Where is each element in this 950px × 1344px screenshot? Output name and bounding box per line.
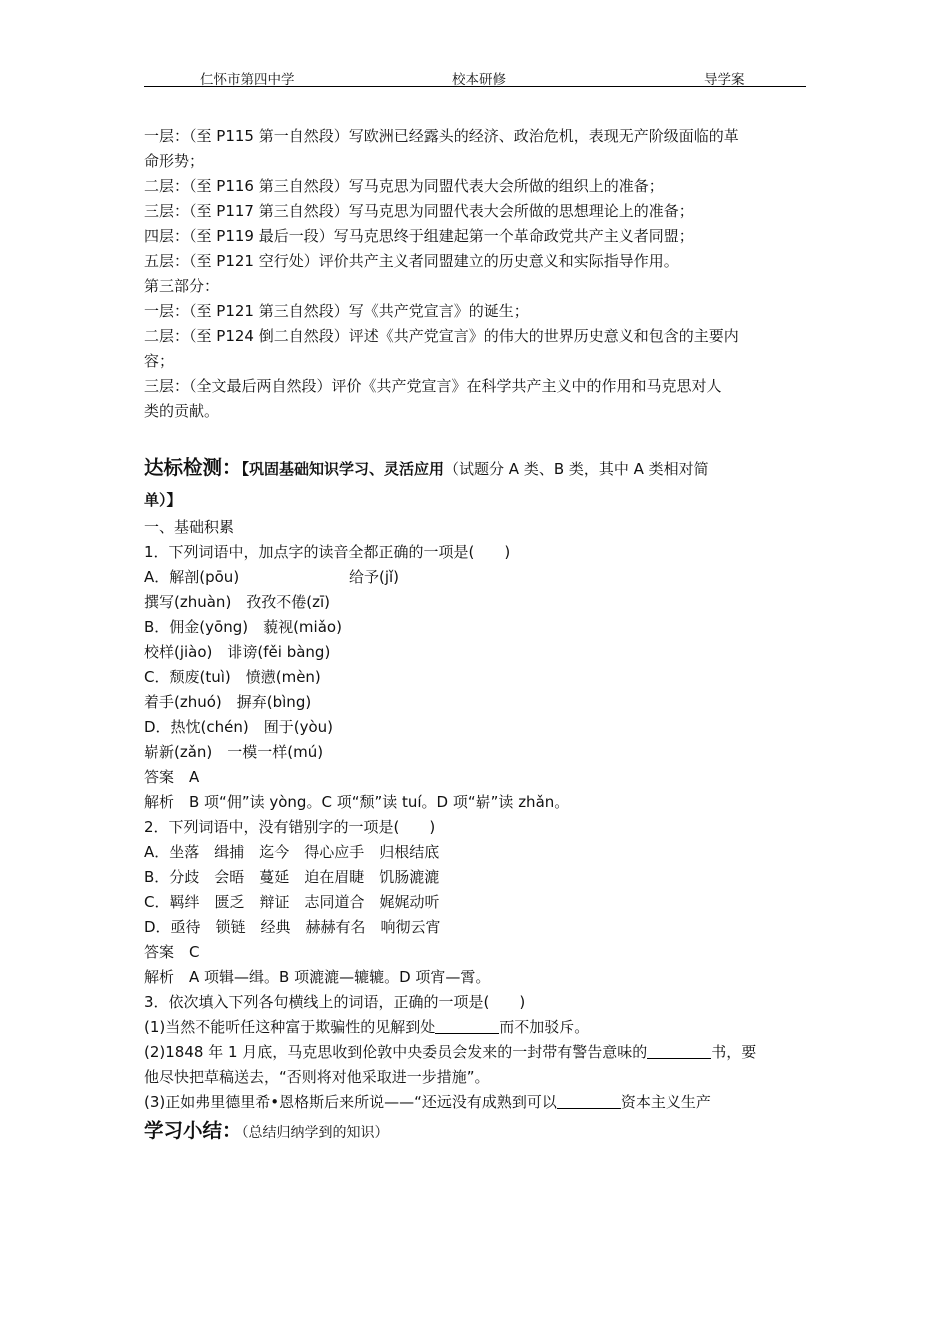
q3-sentence-1: [144, 1015, 808, 1040]
q2-answer: 答案 C: [144, 943, 200, 961]
question-1: 1．下列词语中，加点字的读音全都正确的一项是( ): [144, 543, 511, 561]
part2-layer5: 五层：（至 P121 空行处）评价共产主义者同盟建立的历史意义和实际指导作用。: [144, 252, 679, 270]
part3-layer3: 三层：（全文最后两自然段）评价《共产党宣言》在科学共产主义中的作用和马克思对人: [144, 377, 722, 395]
summary-line: [144, 1115, 808, 1149]
fill-blank: [435, 1018, 499, 1034]
part3-layer1: 一层：（至 P121 第三自然段）写《共产党宣言》的诞生；: [144, 302, 529, 320]
test-note: （试题分 A 类、B 类，其中 A 类相对简: [444, 460, 709, 478]
q1-option-a-line1: [144, 565, 808, 590]
q2-option-d: D．亟待 锁链 经典 赫赫有名 响彻云宵: [144, 918, 441, 936]
q2-explanation: 解析 A 项辑—缉。B 项漉漉—辘辘。D 项宵—霄。: [144, 968, 491, 986]
q1-option-d-line1: D．热忱(chén) 囿于(yòu): [144, 718, 334, 736]
q3-s3-start: (3)正如弗里德里希•恩格斯后来所说——“还远没有成熟到可以: [144, 1093, 557, 1111]
header-category: 校本研修: [452, 72, 506, 88]
question-3: 3．依次填入下列各句横线上的词语，正确的一项是( ): [144, 993, 526, 1011]
summary-heading: 学习小结：: [144, 1119, 242, 1142]
fill-blank: [557, 1093, 621, 1109]
part2-layer1: 一层：（至 P115 第一自然段）写欧洲已经露头的经济、政治危机，表现无产阶级面临的革: [144, 127, 739, 145]
part2-layer4: 四层：（至 P119 最后一段）写马克思终于组建起第一个革命政党共产主义者同盟；: [144, 227, 694, 245]
header-doc-type: 导学案: [704, 72, 745, 88]
question-2: 2．下列词语中，没有错别字的一项是( ): [144, 818, 436, 836]
q1-option-c-line2: 着手(zhuó) 摒弃(bìng): [144, 693, 312, 711]
test-note-end: 单）】: [144, 491, 182, 509]
q3-sentence-3: [144, 1090, 808, 1115]
q2-option-a: A．坐落 缉捕 迄今 得心应手 归根结底: [144, 843, 440, 861]
q3-s3-end: 资本主义生产: [620, 1093, 711, 1111]
page-header: [144, 66, 806, 87]
q3-s1-end: 而不加驳斥。: [499, 1018, 590, 1036]
q1-option-a-part1: A．解剖(pōu): [144, 568, 240, 586]
q3-s1-start: (1)当然不能听任这种富于欺骗性的见解到处: [144, 1018, 436, 1036]
section-basic: 一、基础积累: [144, 518, 235, 536]
q1-option-c-line1: C．颓废(tuì) 愤懑(mèn): [144, 668, 321, 686]
q1-option-d-line2: 崭新(zǎn) 一模一样(mú): [144, 743, 324, 761]
q2-option-b: B．分歧 会晤 蔓延 迫在眉睫 饥肠漉漉: [144, 868, 440, 886]
test-heading-line: [144, 452, 808, 485]
document-body: [144, 124, 808, 1149]
q1-option-b-line1: B．佣金(yōng) 藐视(miǎo): [144, 618, 342, 636]
part2-layer1-cont: 命形势；: [144, 152, 205, 170]
q3-sentence-2: [144, 1040, 808, 1065]
q1-option-a-line2: 撰写(zhuàn) 孜孜不倦(zī): [144, 593, 331, 611]
part3-title: 第三部分：: [144, 277, 220, 295]
q2-option-c: C．羁绊 匮乏 辩证 志同道合 娓娓动听: [144, 893, 440, 911]
part2-layer3: 三层：（至 P117 第三自然段）写马克思为同盟代表大会所做的思想理论上的准备；: [144, 202, 694, 220]
test-bracket: 【巩固基础知识学习、灵活应用: [241, 460, 445, 478]
part2-layer2: 二层：（至 P116 第三自然段）写马克思为同盟代表大会所做的组织上的准备；: [144, 177, 664, 195]
q3-sentence-2-cont: 他尽快把草稿送去，“否则将对他采取进一步措施”。: [144, 1068, 490, 1086]
q1-answer: 答案 A: [144, 768, 200, 786]
fill-blank: [647, 1043, 711, 1059]
q1-explanation: 解析 B 项“佣”读 yòng。C 项“颓”读 tuí。D 项“崭”读 zhǎn。: [144, 793, 570, 811]
summary-note: （总结归纳学到的知识）: [241, 1125, 389, 1141]
q1-option-b-line2: 校样(jiào) 诽谤(fěi bàng): [144, 643, 331, 661]
part3-layer2-cont: 容；: [144, 352, 175, 370]
part3-layer3-cont: 类的贡献。: [144, 402, 220, 420]
q3-s2-end: 书，要: [711, 1043, 757, 1061]
part3-layer2: 二层：（至 P124 倒二自然段）评述《共产党宣言》的伟大的世界历史意义和包含的主要内: [144, 327, 739, 345]
q1-option-a-part2: 给予(jǐ): [349, 568, 400, 586]
q3-s2-start: (2)1848 年 1 月底，马克思收到伦敦中央委员会发来的一封带有警告意味的: [144, 1043, 648, 1061]
test-heading: 达标检测：: [144, 456, 242, 479]
header-school: 仁怀市第四中学: [200, 72, 295, 88]
